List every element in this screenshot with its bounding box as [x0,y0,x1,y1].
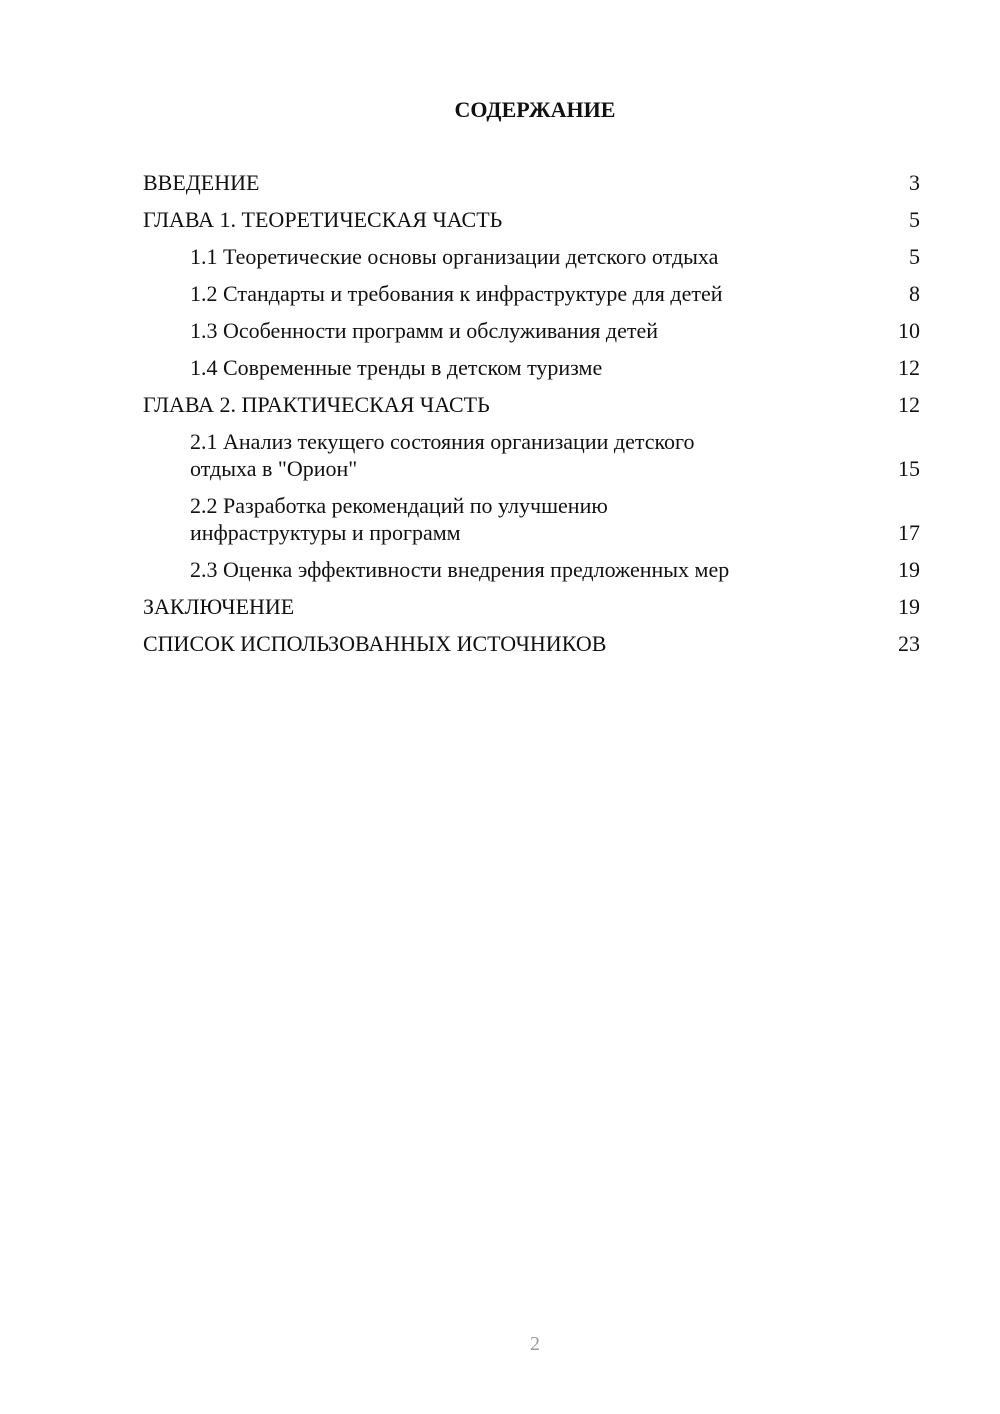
toc-entry-page: 19 [898,594,920,619]
toc-entry-text: 1.2 Стандарты и требования к инфраструктуре для детей [190,281,723,306]
toc-entry-text: 1.4 Современные тренды в детском туризме [190,355,603,380]
toc-title: СОДЕРЖАНИЕ [454,97,616,122]
toc-entry-text: 1.3 Особенности программ и обслуживания детей [190,318,659,343]
toc-entry-page: 15 [898,456,920,481]
toc-entry-page: 8 [909,281,920,306]
toc-entry-text: ГЛАВА 1. ТЕОРЕТИЧЕСКАЯ ЧАСТЬ [143,207,503,232]
toc-entry-page: 19 [898,557,920,582]
toc-entry-page: 5 [909,244,920,269]
toc-entry-text: ГЛАВА 2. ПРАКТИЧЕСКАЯ ЧАСТЬ [143,392,490,417]
toc-entry[interactable] [143,391,920,418]
toc-entry[interactable] [143,280,920,307]
toc-entry[interactable] [143,593,920,620]
toc-entry-page: 17 [898,520,920,545]
toc-entry[interactable] [143,556,920,583]
toc-entry[interactable] [143,243,920,270]
table-of-contents [143,169,920,667]
toc-entry-page: 12 [898,392,920,417]
toc-entry-page: 5 [909,207,920,232]
toc-entry-text: 2.3 Оценка эффективности внедрения предложенных мер [190,557,730,582]
toc-entry[interactable] [143,428,920,482]
toc-entry-text: 2.2 Разработка рекомендаций по улучшению инфраструктуры и программ [190,493,608,545]
toc-entry-text: ЗАКЛЮЧЕНИЕ [143,594,295,619]
toc-entry[interactable] [143,206,920,233]
toc-entry[interactable] [143,169,920,196]
page-number: 2 [530,1333,540,1355]
toc-entry-text: ВВЕДЕНИЕ [143,170,260,195]
toc-entry[interactable] [143,354,920,381]
toc-entry[interactable] [143,317,920,344]
toc-entry-text: 2.1 Анализ текущего состояния организации детского отдыха в "Орион" [190,429,695,481]
toc-entry-text: 1.1 Теоретические основы организации детского отдыха [190,244,719,269]
toc-entry[interactable] [143,492,920,546]
toc-entry-page: 12 [898,355,920,380]
toc-entry-page: 23 [898,631,920,656]
toc-entry[interactable] [143,630,920,657]
toc-entry-page: 3 [909,170,920,195]
toc-entry-page: 10 [898,318,920,343]
toc-entry-text: СПИСОК ИСПОЛЬЗОВАННЫХ ИСТОЧНИКОВ [143,631,607,656]
